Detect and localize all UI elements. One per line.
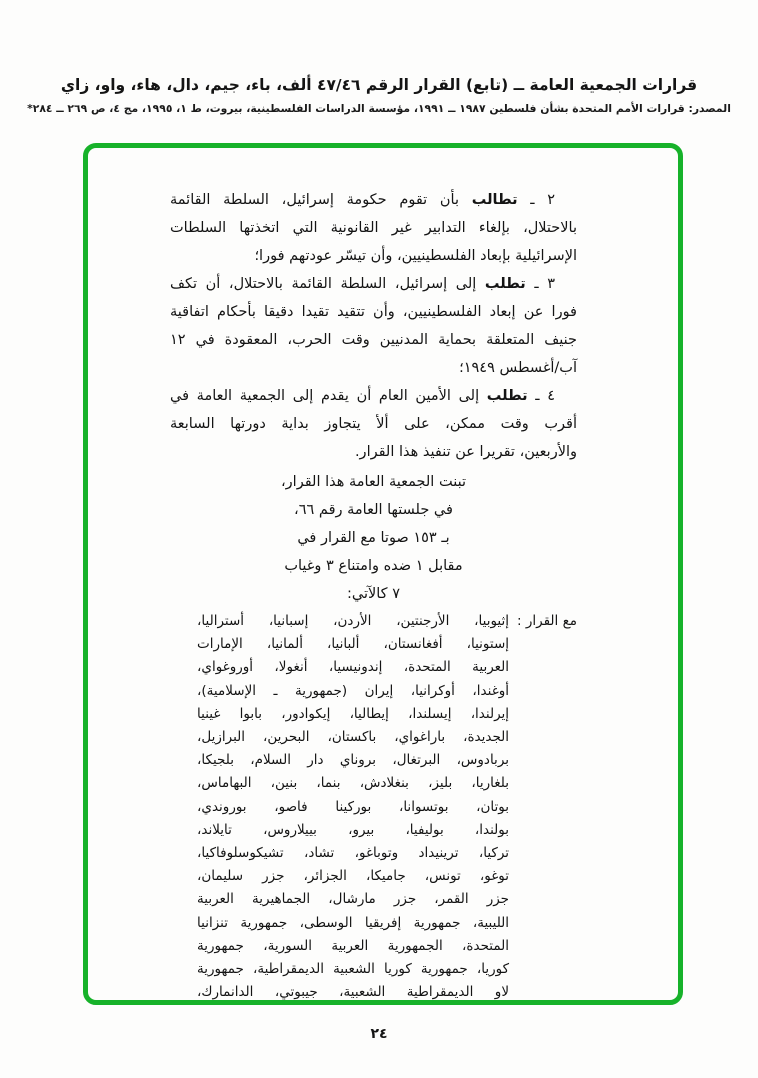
countries-in-favour-list <box>197 610 509 1004</box>
text-line: ٢ ـ تطالب بأن تقوم حكومة إسرائيل، السلطة القائمة <box>170 192 555 208</box>
text-line: ٣ ـ تطلب إلى إسرائيل، السلطة القائمة بالاحتلال، أن تكف <box>170 276 555 292</box>
text-line: إيرلندا، إيسلندا، إيطاليا، إيكوادور، بابوا غينيا <box>197 705 510 722</box>
text-line: والأربعين، تقريرا عن تنفيذ هذا القرار. <box>354 444 577 460</box>
text-line: تركيا، ترينيداد وتوباغو، تشاد، تشيكوسلوفاكيا، <box>197 845 510 862</box>
text-line: فورا عن إبعاد الفلسطينيين، وأن تتقيد تقيدا دقيقا بأحكام اتفاقية <box>170 304 577 320</box>
text-line: آب/أغسطس ١٩٤٩؛ <box>459 360 577 376</box>
text-line: الإسرائيلية بإبعاد الفلسطينيين، وأن تيسّر عودتهم فورا؛ <box>254 248 577 264</box>
text-line: إستونيا، أفغانستان، ألبانيا، ألمانيا، الإمارات <box>197 636 510 653</box>
page-number: ٢٤ <box>370 1026 388 1042</box>
source-line: المصدر: قرارات الأمم المتحدة بشأن فلسطين ١٩٨٧ ــ ١٩٩١، مؤسسة الدراسات الفلسطينية، بيروت، ط ١، ١٩٩٥، مج ٤، ص ٢٦٩ ــ ٢٨٤* <box>27 102 731 115</box>
text-line: الليبية، جمهورية إفريقيا الوسطى، جمهورية تنزانيا <box>197 914 510 931</box>
text-line: كوريا، جمهورية كوريا الشعبية الديمقراطية، جمهورية <box>197 961 510 978</box>
text-line: مقابل ١ ضده وامتناع ٣ وغياب <box>284 558 463 574</box>
text-line: بولندا، بوليفيا، بيرو، بييلاروس، تايلاند، <box>197 821 510 838</box>
resolution-text <box>170 186 577 1004</box>
page-title: قرارات الجمعية العامة ــ (تابع) القرار الرقم ٤٧/٤٦ ألف، باء، جيم، دال، هاء، واو، زاي <box>60 76 698 94</box>
vote-result-block <box>170 468 577 608</box>
text-line: لاو الديمقراطية الشعبية، جيبوتي، الدانمارك، <box>197 984 510 1001</box>
paragraph-operative-3 <box>170 270 577 382</box>
page-header <box>0 74 758 117</box>
text-line: المتحدة، الجمهورية العربية السورية، جمهورية <box>197 937 510 954</box>
text-line: بالاحتلال، بإلغاء التدابير غير القانونية التي اتخذتها السلطات <box>170 220 577 236</box>
vote-in-favour-label: مع القرار : <box>517 613 577 629</box>
text-line: إثيوبيا، الأرجنتين، الأردن، إسبانيا، أستراليا، <box>197 613 510 629</box>
text-line: العربية المتحدة، إندونيسيا، أنغولا، أوروغواي، <box>197 659 510 676</box>
text-line: ٤ ـ تطلب إلى الأمين العام أن يقدم إلى الجمعية العامة في <box>170 388 556 404</box>
vote-in-favour-section <box>170 610 577 1004</box>
text-line: في جلستها العامة رقم ٦٦، <box>294 502 453 518</box>
text-line: الجديدة، باراغواي، باكستان، البحرين، البرازيل، <box>197 729 510 746</box>
text-line: ٧ كالآتي: <box>346 586 400 602</box>
text-line: جزر القمر، جزر مارشال، الجماهيرية العربية <box>197 891 510 908</box>
text-line: أوغندا، أوكرانيا، إيران (جمهورية ـ الإسلامية)، <box>197 682 510 699</box>
content-frame <box>83 143 683 1005</box>
text-line: جنيف المتعلقة بحماية المدنيين وقت الحرب، المعقودة في ١٢ <box>170 332 577 348</box>
paragraph-operative-2 <box>170 186 577 270</box>
text-line: بلغاريا، بليز، بنغلادش، بنما، بنين، البهاماس، <box>197 775 510 792</box>
text-line: توغو، تونس، جاميكا، الجزائر، جزر سليمان، <box>197 868 510 885</box>
text-line: بـ ١٥٣ صوتا مع القرار في <box>297 530 450 546</box>
text-line: بربادوس، البرتغال، بروناي دار السلام، بلجيكا، <box>197 752 510 769</box>
text-line: تبنت الجمعية العامة هذا القرار، <box>281 474 466 490</box>
text-line: أقرب وقت ممكن، على ألأ يتجاوز بداية دورتها السابعة <box>170 416 577 432</box>
text-line: بوتان، بوتسوانا، بوركينا فاصو، بوروندي، <box>197 798 510 815</box>
paragraph-operative-4 <box>170 382 577 466</box>
